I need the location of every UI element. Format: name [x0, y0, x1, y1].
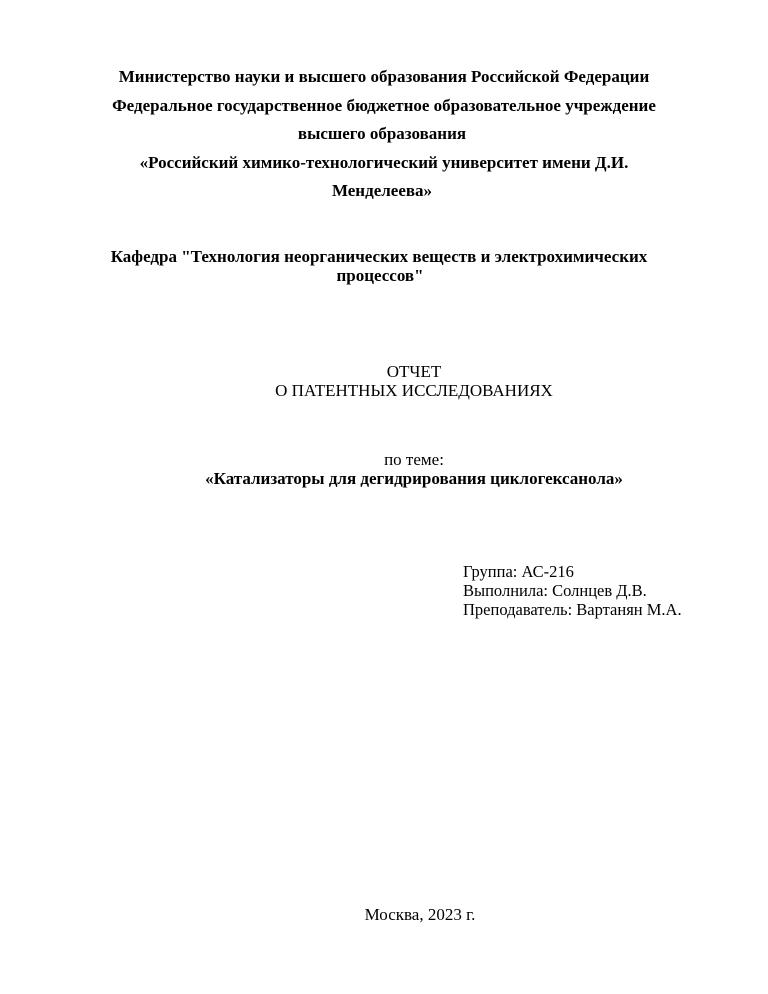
report-info-block: [463, 564, 682, 621]
teacher-line: Преподаватель: Вартанян М.А.: [463, 600, 682, 619]
topic-label: по теме:: [384, 450, 444, 469]
institution-line-2: высшего образования: [297, 124, 467, 143]
topic-title: «Катализаторы для дегидрирования циклогексанола»: [205, 469, 623, 488]
city-year: Москва, 2023 г.: [364, 905, 476, 924]
ministry-line: Министерство науки и высшего образования Российской Федерации: [118, 67, 650, 86]
department-line-2: процессов": [336, 266, 424, 285]
report-title-line-2: О ПАТЕНТНЫХ ИССЛЕДОВАНИЯХ: [275, 381, 553, 400]
group-line: Группа: АС-216: [463, 562, 574, 581]
department-line-1: Кафедра "Технология неорганических веществ и электрохимических: [110, 247, 648, 266]
institution-line-1: Федеральное государственное бюджетное образовательное учреждение: [112, 96, 656, 115]
university-line-1: «Российский химико-технологический университет имени Д.И.: [139, 153, 629, 172]
university-line-2: Менделеева»: [331, 181, 433, 200]
author-line: Выполнила: Солнцев Д.В.: [463, 581, 647, 600]
report-title-line-1: ОТЧЕТ: [386, 362, 442, 381]
